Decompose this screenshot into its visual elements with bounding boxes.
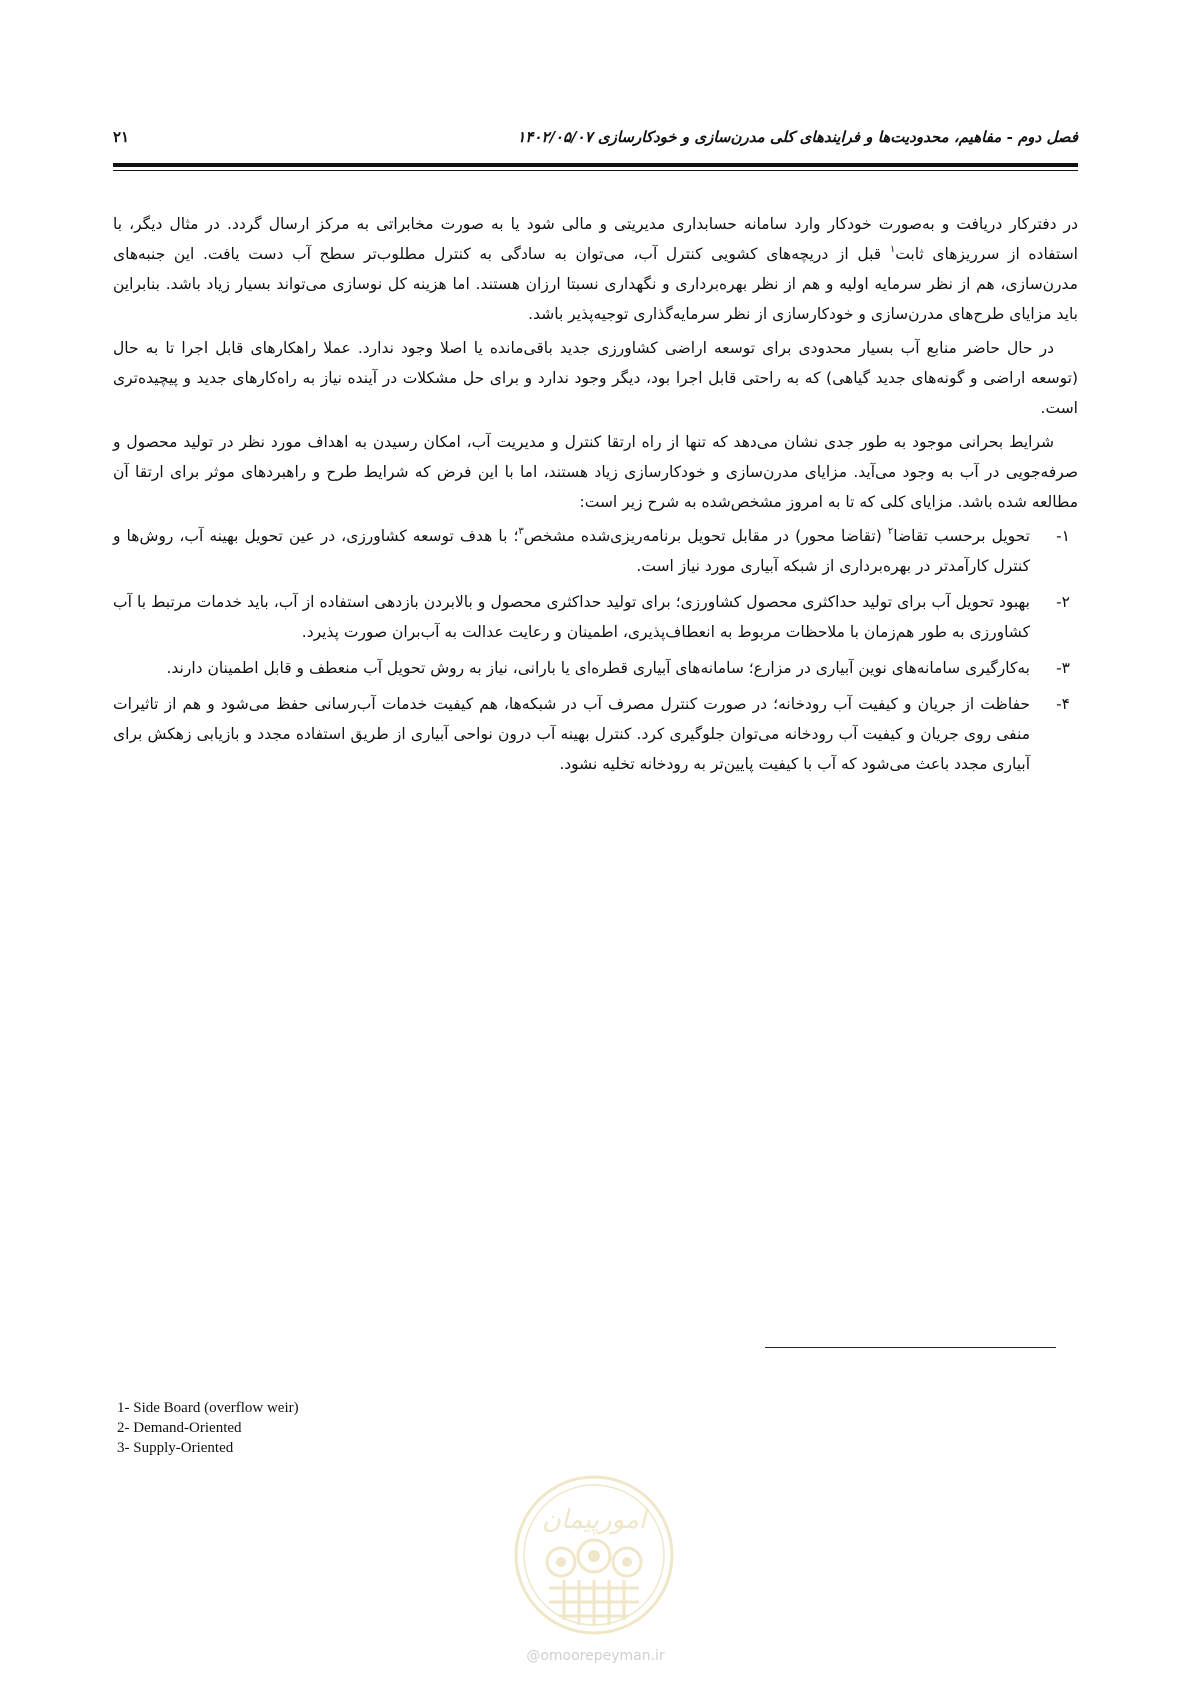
footnote-1: 1- Side Board (overflow weir) xyxy=(117,1400,299,1416)
header-rule-thin xyxy=(113,170,1078,171)
list-number: ۱- xyxy=(1056,527,1070,545)
list-item: ۳- به‌کارگیری سامانه‌های نوین آبیاری در مزارع؛ سامانه‌های آبیاری قطره‌ای یا بارانی، نیاز به روش تحویل آب منعطف و قابل اطمینان دارند. xyxy=(113,653,1078,683)
chapter-title: فصل دوم - مفاهیم، محدودیت‌ها و فرایندهای کلی مدرن‌سازی و خودکارسازی ۱۴۰۲/۰۵/۰۷ xyxy=(517,128,1078,146)
list-number: ۳- xyxy=(1056,659,1070,677)
footnote-3: 3- Supply-Oriented xyxy=(117,1440,234,1456)
paragraph: در دفترکار دریافت و به‌صورت خودکار وارد سامانه حسابداری مدیریتی و مالی شود یا به صورت مخابراتی به مرکز ارسال گردد. در مثال دیگر، با استفاده از سرریزهای ثابت$^۱$ قبل از دریچه‌های کشویی کنترل آب، می‌توان به سادگی به کنترل مطلوب‌تر سطح آب دست یافت. این جنبه‌های مدرن‌سازی، هم از نظر سرمایه اولیه و هم از نظر بهره‌برداری و نگهداری نسبتا ارزان هستند. اما هزینه کل نوسازی می‌تواند بسیار زیاد باشد. بنابراین باید مزایای طرح‌های مدرن‌سازی و خودکارسازی از نظر سرمایه‌گذاری توجیه‌پذیر باشد. xyxy=(113,215,1078,323)
list-number: ۴- xyxy=(1056,695,1070,713)
watermark-site: @omoorepeyman.ir xyxy=(526,1648,665,1664)
header-rule-thick xyxy=(113,163,1078,167)
list-number: ۲- xyxy=(1056,593,1070,611)
paragraph: در حال حاضر منابع آب بسیار محدودی برای توسعه اراضی کشاورزی جدید باقی‌مانده یا اصلا وجود ندارد. عملا راهکارهای قابل اجرا تا به حال (توسعه اراضی و گونه‌های جدید گیاهی) که به راحتی قابل اجرا بود، دیگر وجود ندارد و برای حل مشکلات در آینده نیاز به راه‌کارهای جدید و پیچیده‌تری است. xyxy=(113,339,1078,417)
footnote-2: 2- Demand-Oriented xyxy=(117,1420,242,1436)
footnote-separator xyxy=(765,1347,1056,1348)
footnote-ref: ۱ xyxy=(889,244,896,255)
benefits-list xyxy=(113,521,1078,779)
paragraph: شرایط بحرانی موجود به طور جدی نشان می‌دهد که تنها از راه ارتقا کنترل و مدیریت آب، امکان رسیدن به اهداف مورد نظر در تولید محصول و صرفه‌جویی در آب به وجود می‌آید. مزایای مدرن‌سازی و خودکارسازی زیاد هستند، اما با این فرض که شرایط طرح و راهبردهای موثر برای ارتقا آن مطالعه شده باشد. مزایای کلی که تا به امروز مشخص‌شده به شرح زیر است: xyxy=(113,433,1078,511)
footnote-ref: ۲ xyxy=(887,526,894,537)
svg-text:امورپیمان: امورپیمان xyxy=(541,1505,647,1535)
watermark-logo xyxy=(509,1470,679,1640)
footnote-ref: ۳ xyxy=(518,526,524,537)
page-number: ۲۱ xyxy=(113,128,130,146)
page-header xyxy=(113,128,1078,158)
footnotes xyxy=(117,1398,299,1458)
list-item: ۱- تحویل برحسب تقاضا$^۲$ (تقاضا محور) در مقابل تحویل برنامه‌ریزی‌شده مشخص$^۳$؛ با هدف توسعه کشاورزی، در عین تحویل بهینه آب، روش‌ها و کنترل کارآمدتر در بهره‌برداری از شبکه آبیاری مورد نیاز است. xyxy=(113,521,1078,581)
body-text xyxy=(113,209,1078,785)
list-item: ۲- بهبود تحویل آب برای تولید حداکثری محصول کشاورزی؛ برای تولید حداکثری محصول و بالابردن بازدهی استفاده از آب، باید خدمات مرتبط با آب کشاورزی به طور هم‌زمان با ملاحظات مربوط به انعطاف‌پذیری، اطمینان و رعایت عدالت به آب‌بران صورت پذیرد. xyxy=(113,587,1078,647)
list-item: ۴- حفاظت از جریان و کیفیت آب رودخانه؛ در صورت کنترل مصرف آب در شبکه‌ها، هم کیفیت خدمات آب‌رسانی حفظ می‌شود و هم از تاثیرات منفی روی جریان و کیفیت آب رودخانه می‌توان جلوگیری کرد. کنترل بهینه آب درون نواحی آبیاری از طریق استفاده مجدد و بازیابی زهکش برای آبیاری مجدد باعث می‌شود که آب با کیفیت پایین‌تر به رودخانه تخلیه نشود. xyxy=(113,689,1078,779)
